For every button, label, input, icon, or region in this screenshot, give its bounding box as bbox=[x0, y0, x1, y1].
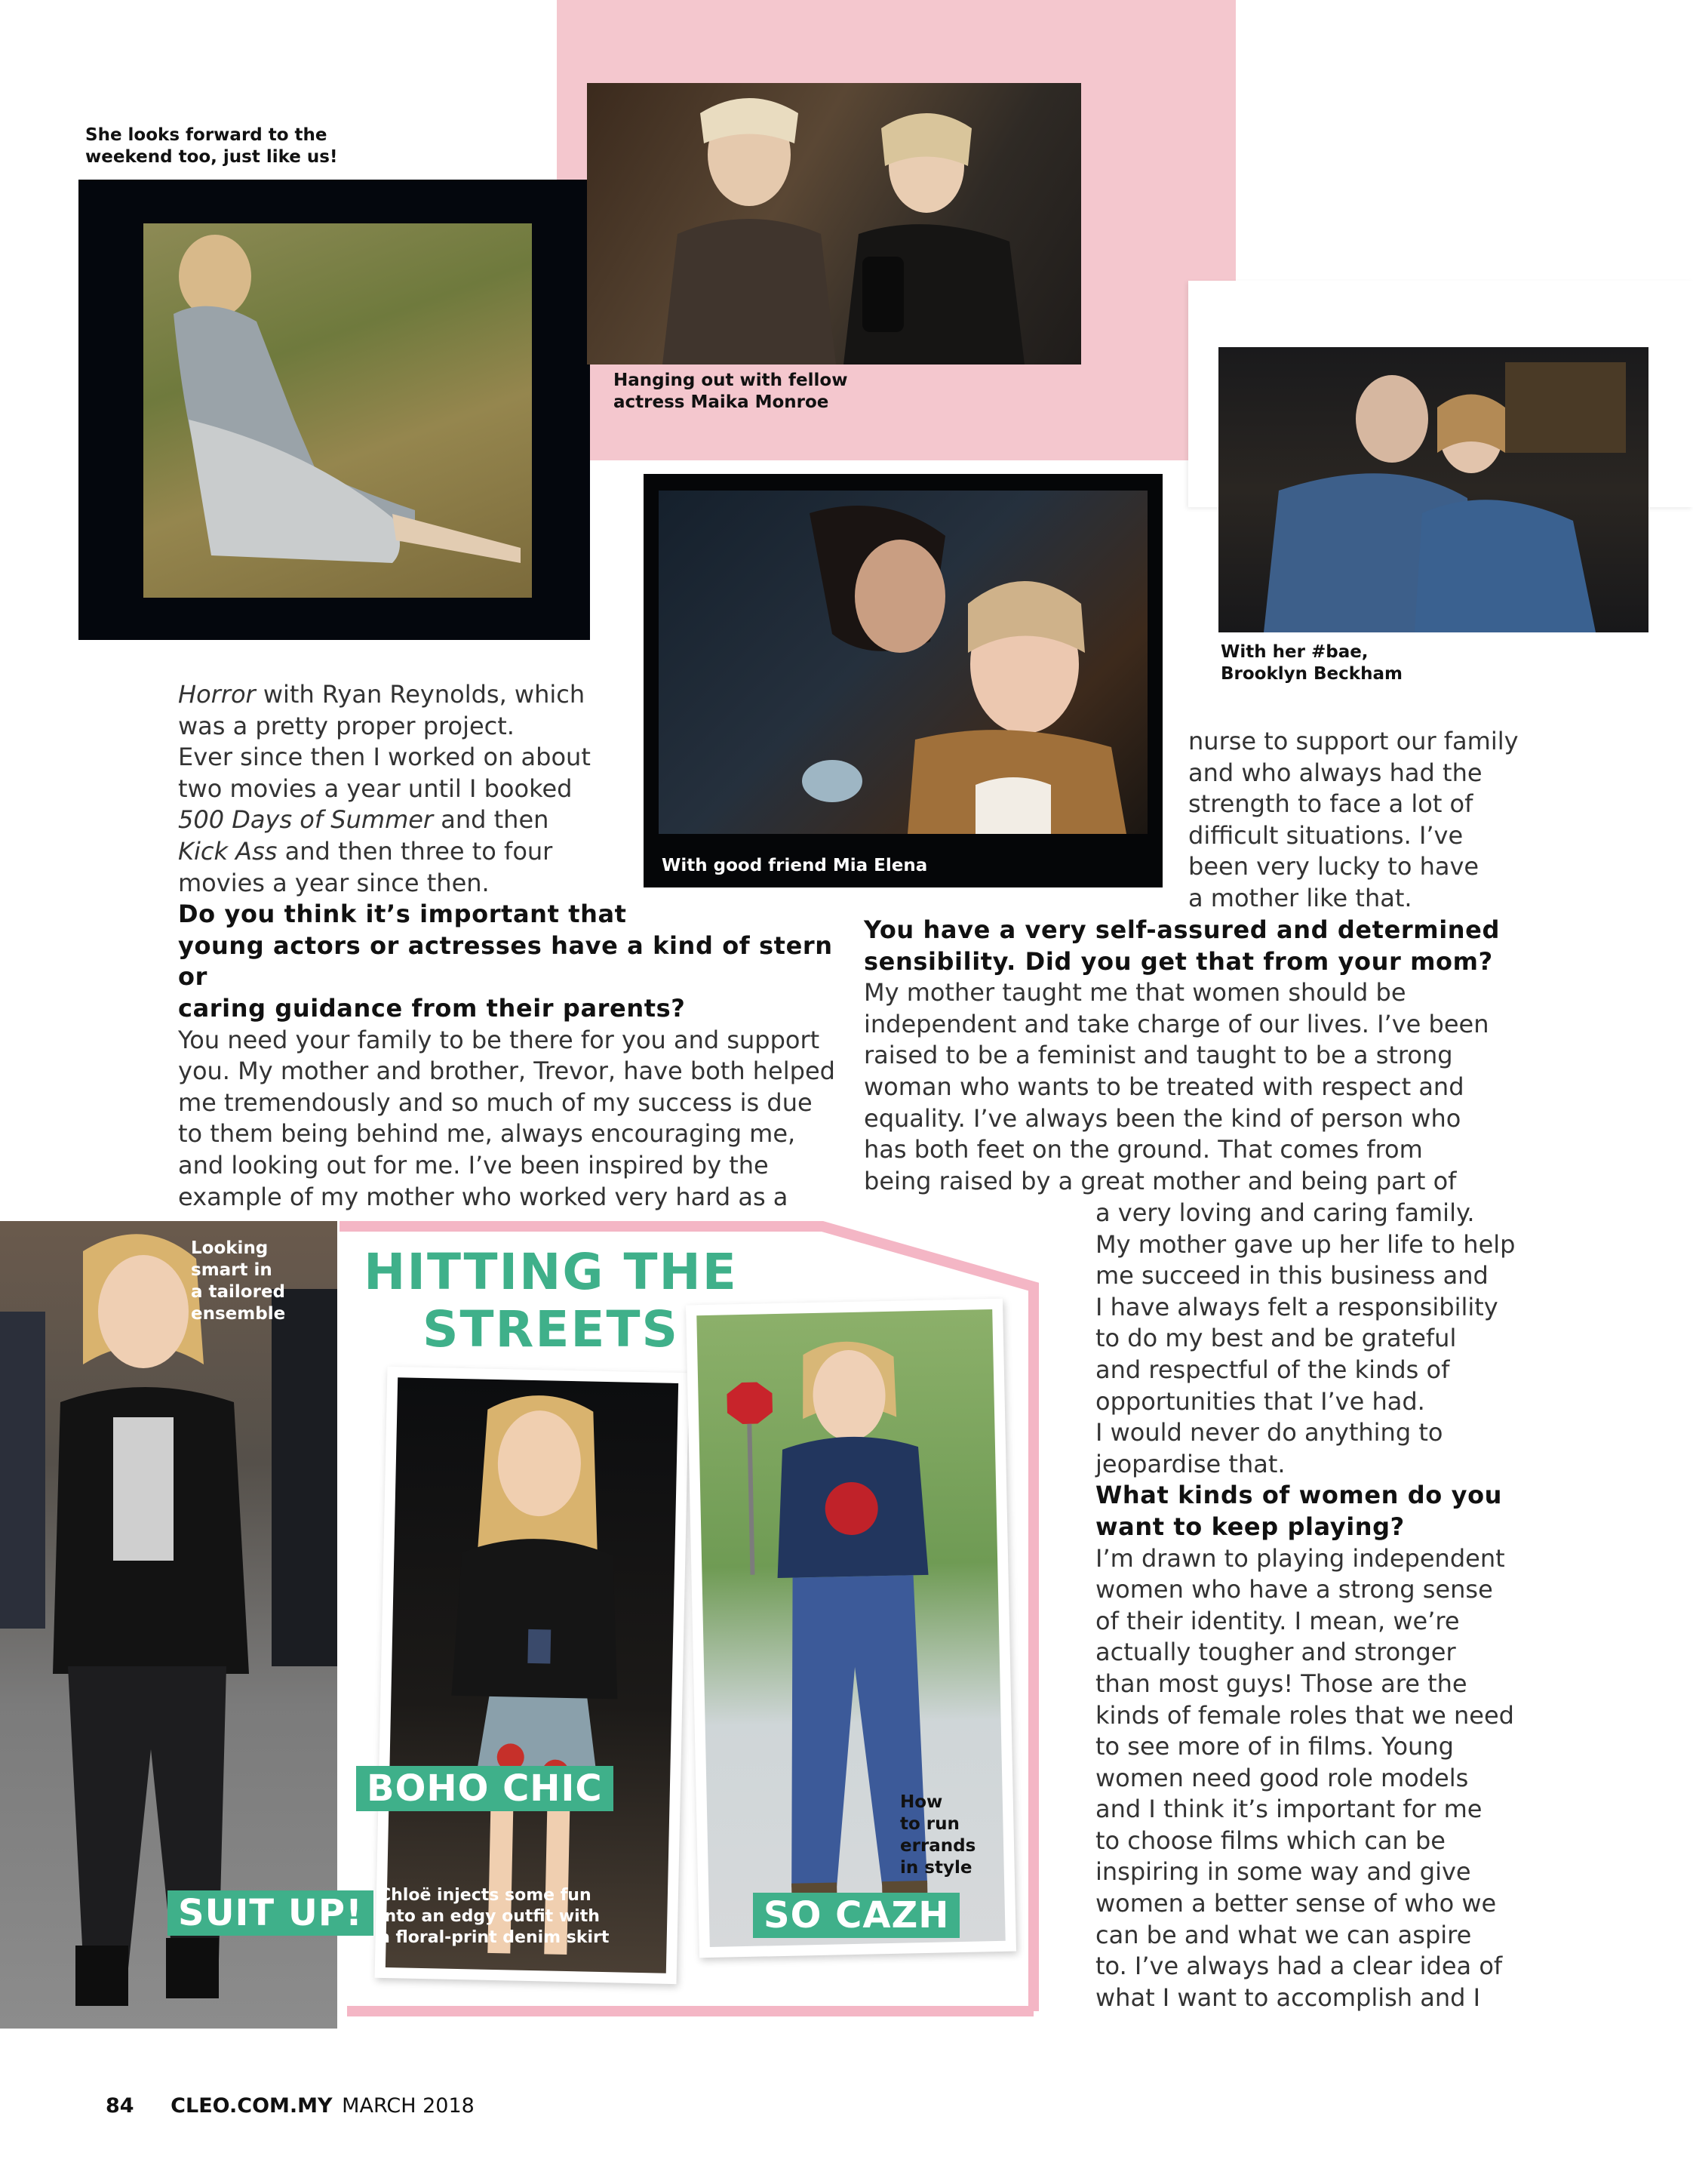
text-line: raised to be a feminist and taught to be a strong bbox=[864, 1041, 1453, 1070]
text-line: strength to face a lot of bbox=[1188, 789, 1473, 819]
text-line: to them being behind me, always encouraging me, bbox=[178, 1119, 796, 1149]
text-line: I would never do anything to bbox=[1095, 1418, 1443, 1447]
text-line: women who have a strong sense bbox=[1095, 1575, 1493, 1604]
caption-weekend: She looks forward to the weekend too, just like us! bbox=[85, 125, 338, 167]
text-line: me tremendously and so much of my success is due bbox=[178, 1087, 813, 1117]
caption-brooklyn: With her #bae, Brooklyn Beckham bbox=[1221, 642, 1403, 684]
article-column-left bbox=[178, 679, 857, 1213]
caption-suit: Looking smart in a tailored ensemble bbox=[191, 1238, 286, 1324]
text-line: My mother taught me that women should be bbox=[864, 978, 1406, 1007]
text-line: me succeed in this business and bbox=[1095, 1261, 1489, 1290]
question-line: caring guidance from their parents? bbox=[178, 993, 686, 1023]
text-line: a mother like that. bbox=[1188, 883, 1412, 912]
text-line: opportunities that I’ve had. bbox=[1095, 1386, 1425, 1416]
text-line: has both feet on the ground. That comes from bbox=[864, 1135, 1423, 1164]
text-line: difficult situations. I’ve bbox=[1188, 820, 1464, 850]
text-line: what I want to accomplish and I bbox=[1095, 1983, 1481, 2012]
photo-brooklyn-figures bbox=[1218, 347, 1648, 632]
text-line: 500 Days of Summer and then bbox=[178, 805, 549, 835]
text-line: I have always felt a responsibility bbox=[1095, 1292, 1498, 1321]
text-line: Ever since then I worked on about bbox=[178, 743, 591, 772]
photo-weekend-frame bbox=[78, 180, 590, 640]
text-line: jeopardise that. bbox=[1095, 1449, 1286, 1478]
text-line: can be and what we can aspire bbox=[1095, 1920, 1472, 1949]
text-line: My mother gave up her life to help bbox=[1095, 1229, 1516, 1259]
article-column-right-top bbox=[1188, 726, 1671, 915]
text-line: than most guys! Those are the bbox=[1095, 1669, 1467, 1698]
page-number: 84 bbox=[106, 2094, 134, 2118]
text-line: and who always had the bbox=[1188, 758, 1483, 787]
question-line: Do you think it’s important that bbox=[178, 900, 627, 929]
photo-boho bbox=[386, 1377, 678, 1973]
footer-site: CLEO.COM.MY bbox=[171, 2094, 333, 2118]
text-line: to see more of in films. Young bbox=[1095, 1732, 1454, 1761]
text-line: inspiring in some way and give bbox=[1095, 1857, 1471, 1887]
text-line: and respectful of the kinds of bbox=[1095, 1355, 1450, 1384]
text-line: Kick Ass and then three to four bbox=[178, 836, 553, 866]
feature-title: HITTING THE STREETS bbox=[364, 1243, 738, 1358]
photo-maika-figures bbox=[587, 83, 1081, 365]
caption-boho: Chloë injects some fun into an edgy outfit with a floral-print denim skirt bbox=[379, 1886, 610, 1947]
text-line: and I think it’s important for me bbox=[1095, 1795, 1483, 1824]
tag-boho-chic: BOHO CHIC bbox=[356, 1766, 613, 1811]
caption-maika: Hanging out with fellow actress Maika Monroe bbox=[613, 371, 848, 412]
text-line: to choose films which can be bbox=[1095, 1826, 1446, 1855]
tag-suit-up: SUIT UP! bbox=[167, 1890, 373, 1936]
text-line: kinds of female roles that we need bbox=[1095, 1700, 1514, 1730]
text-line: to do my best and be grateful bbox=[1095, 1324, 1457, 1353]
tag-so-cazh: SO CAZH bbox=[753, 1893, 960, 1938]
footer bbox=[106, 2094, 475, 2118]
text-line: You need your family to be there for you and support bbox=[178, 1025, 820, 1054]
text-line: and looking out for me. I’ve been inspired by the bbox=[178, 1150, 769, 1180]
photo-boho-figure bbox=[386, 1377, 678, 1973]
text-line: women need good role models bbox=[1095, 1763, 1469, 1792]
text-line: nurse to support our family bbox=[1188, 727, 1519, 755]
photo-weekend bbox=[143, 223, 532, 598]
text-line: I’m drawn to playing independent bbox=[1095, 1543, 1505, 1573]
text-line: a very loving and caring family. bbox=[1095, 1198, 1475, 1227]
text-line: to. I’ve always had a clear idea of bbox=[1095, 1952, 1503, 1981]
question-line: want to keep playing? bbox=[1095, 1512, 1405, 1541]
question-line: young actors or actresses have a kind of stern or bbox=[178, 931, 833, 992]
photo-brooklyn bbox=[1218, 347, 1648, 632]
text-line: was a pretty proper project. bbox=[178, 711, 515, 740]
text-line: actually tougher and stronger bbox=[1095, 1638, 1456, 1667]
text-line: been very lucky to have bbox=[1188, 852, 1479, 881]
article-column-middle bbox=[864, 915, 1686, 1197]
article-column-right-bottom bbox=[1095, 1198, 1684, 2013]
text-line: you. My mother and brother, Trevor, have both helped bbox=[178, 1057, 835, 1086]
photo-maika bbox=[587, 83, 1081, 365]
text-line: movies a year since then. bbox=[178, 868, 490, 897]
text-line: independent and take charge of our lives. I’ve been bbox=[864, 1009, 1489, 1038]
question-line: You have a very self-assured and determined bbox=[864, 915, 1500, 944]
question-line: sensibility. Did you get that from your mom? bbox=[864, 946, 1493, 976]
text-line: women a better sense of who we bbox=[1095, 1889, 1497, 1918]
text-line: being raised by a great mother and being part of bbox=[864, 1166, 1457, 1195]
caption-mia: With good friend Mia Elena bbox=[662, 856, 928, 875]
caption-cazh: How to run errands in style bbox=[900, 1792, 976, 1878]
text-line: two movies a year until I booked bbox=[178, 774, 573, 803]
photo-weekend-figure bbox=[143, 223, 532, 598]
footer-issue: MARCH 2018 bbox=[342, 2094, 475, 2118]
text-line: woman who wants to be treated with respect and bbox=[864, 1072, 1464, 1101]
question-line: What kinds of women do you bbox=[1095, 1481, 1503, 1510]
text-line: Horror with Ryan Reynolds, which bbox=[178, 680, 585, 709]
text-line: example of my mother who worked very hard as a bbox=[178, 1182, 788, 1211]
text-line: equality. I’ve always been the kind of person who bbox=[864, 1103, 1461, 1133]
text-line: of their identity. I mean, we’re bbox=[1095, 1606, 1460, 1635]
